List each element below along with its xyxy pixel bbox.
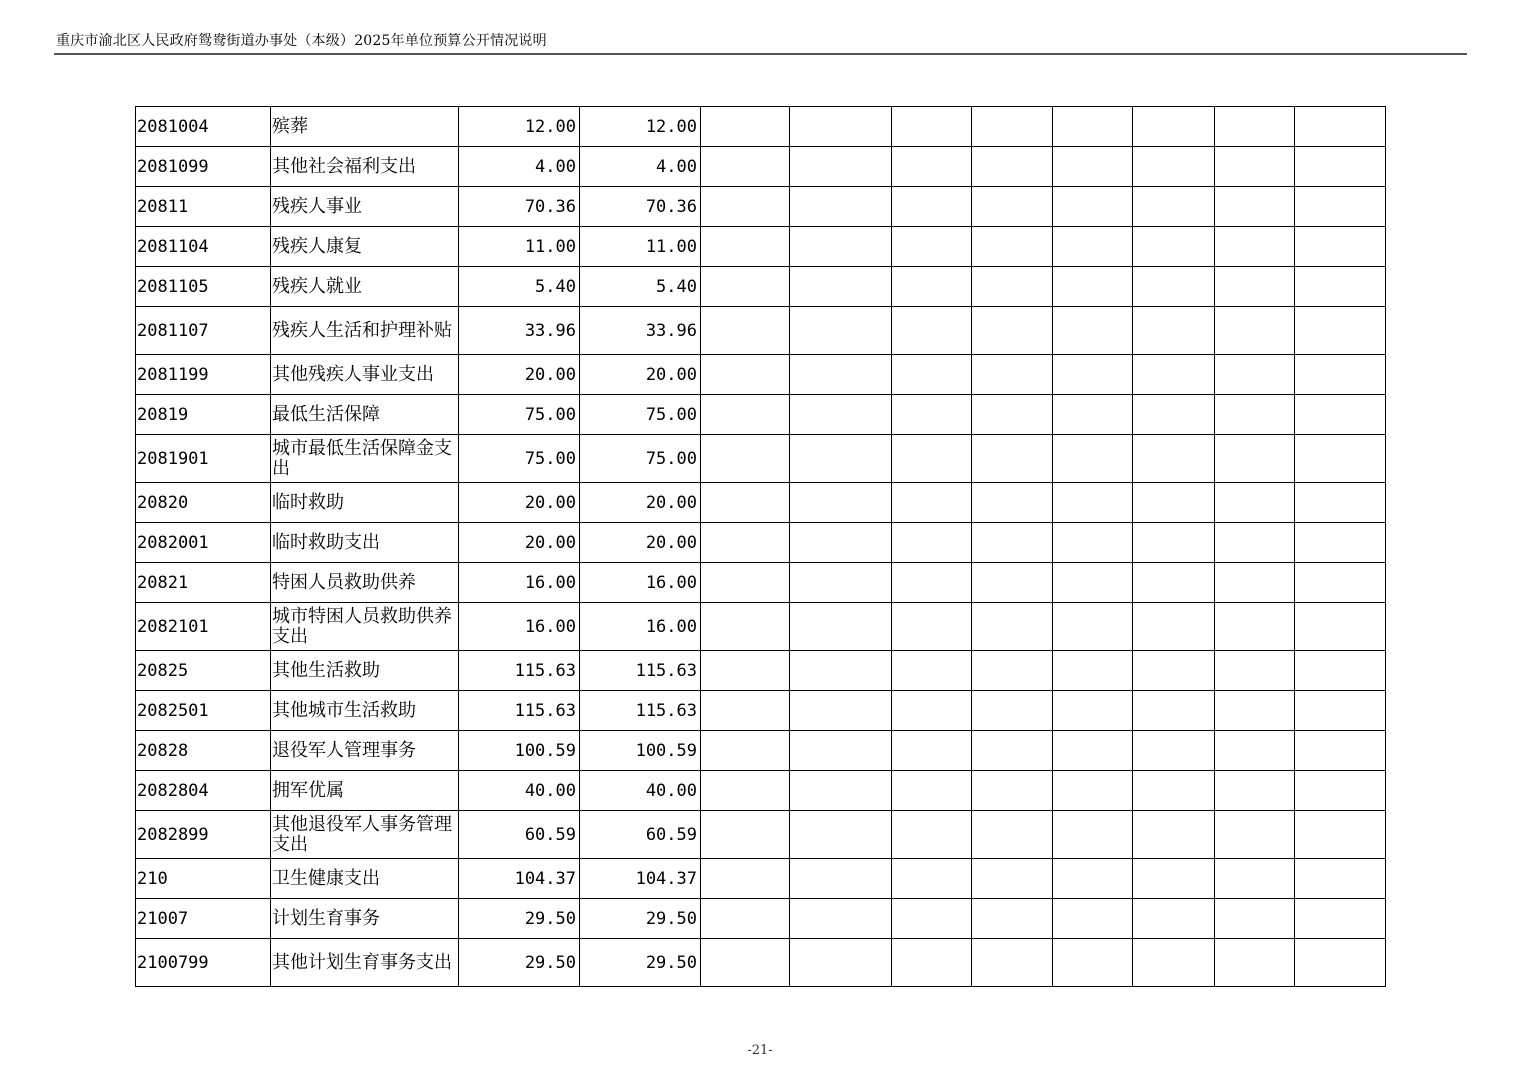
empty-cell	[1053, 355, 1133, 395]
row-name-cell: 残疾人康复	[271, 227, 459, 267]
empty-cell	[972, 523, 1053, 563]
empty-cell	[1215, 811, 1295, 859]
empty-cell	[892, 603, 972, 651]
empty-cell	[1133, 771, 1215, 811]
empty-cell	[790, 355, 892, 395]
row-code-cell: 2082001	[136, 523, 271, 563]
empty-cell	[1133, 483, 1215, 523]
empty-cell	[790, 187, 892, 227]
row-amount-total-cell: 115.63	[459, 651, 580, 691]
empty-cell	[892, 523, 972, 563]
empty-cell	[701, 899, 790, 939]
row-code-cell: 2082899	[136, 811, 271, 859]
empty-cell	[892, 731, 972, 771]
row-amount-basic-cell: 5.40	[580, 267, 701, 307]
empty-cell	[1295, 771, 1386, 811]
empty-cell	[972, 563, 1053, 603]
table-row	[136, 563, 1386, 603]
row-amount-basic-cell: 104.37	[580, 859, 701, 899]
row-amount-total-cell: 11.00	[459, 227, 580, 267]
budget-table	[135, 106, 1386, 987]
row-name-cell: 拥军优属	[271, 771, 459, 811]
empty-cell	[790, 771, 892, 811]
empty-cell	[790, 523, 892, 563]
empty-cell	[972, 187, 1053, 227]
row-code-cell: 20821	[136, 563, 271, 603]
row-amount-basic-cell: 29.50	[580, 939, 701, 987]
empty-cell	[790, 811, 892, 859]
row-code-cell: 20828	[136, 731, 271, 771]
empty-cell	[972, 691, 1053, 731]
empty-cell	[701, 859, 790, 899]
row-code-cell: 2082804	[136, 771, 271, 811]
empty-cell	[1215, 899, 1295, 939]
row-amount-total-cell: 70.36	[459, 187, 580, 227]
empty-cell	[790, 563, 892, 603]
empty-cell	[1053, 859, 1133, 899]
empty-cell	[701, 811, 790, 859]
row-name-cell: 城市特困人员救助供养支出	[271, 603, 459, 651]
empty-cell	[972, 307, 1053, 355]
empty-cell	[972, 355, 1053, 395]
row-code-cell: 2081199	[136, 355, 271, 395]
empty-cell	[892, 859, 972, 899]
budget-table-body	[136, 107, 1386, 987]
row-amount-total-cell: 115.63	[459, 691, 580, 731]
empty-cell	[892, 187, 972, 227]
row-amount-basic-cell: 100.59	[580, 731, 701, 771]
empty-cell	[701, 355, 790, 395]
row-code-cell: 20825	[136, 651, 271, 691]
empty-cell	[701, 483, 790, 523]
empty-cell	[1295, 603, 1386, 651]
empty-cell	[701, 523, 790, 563]
table-row	[136, 395, 1386, 435]
empty-cell	[1133, 307, 1215, 355]
table-row	[136, 603, 1386, 651]
empty-cell	[972, 267, 1053, 307]
empty-cell	[1215, 307, 1295, 355]
row-name-cell: 其他计划生育事务支出	[271, 939, 459, 987]
empty-cell	[1295, 267, 1386, 307]
empty-cell	[1133, 731, 1215, 771]
empty-cell	[892, 563, 972, 603]
empty-cell	[1215, 187, 1295, 227]
empty-cell	[892, 651, 972, 691]
empty-cell	[1053, 435, 1133, 483]
empty-cell	[1133, 187, 1215, 227]
empty-cell	[972, 731, 1053, 771]
row-code-cell: 20811	[136, 187, 271, 227]
row-name-cell: 其他生活救助	[271, 651, 459, 691]
document-header-title: 重庆市渝北区人民政府鸳鸯街道办事处（本级）2025年单位预算公开情况说明	[56, 33, 547, 49]
header-divider	[54, 53, 1467, 55]
row-code-cell: 2100799	[136, 939, 271, 987]
row-amount-total-cell: 5.40	[459, 267, 580, 307]
table-row	[136, 523, 1386, 563]
row-code-cell: 2082501	[136, 691, 271, 731]
empty-cell	[1215, 651, 1295, 691]
empty-cell	[1133, 147, 1215, 187]
row-amount-basic-cell: 115.63	[580, 691, 701, 731]
empty-cell	[790, 107, 892, 147]
empty-cell	[892, 811, 972, 859]
table-row	[136, 267, 1386, 307]
table-row	[136, 731, 1386, 771]
empty-cell	[972, 147, 1053, 187]
empty-cell	[1215, 939, 1295, 987]
empty-cell	[892, 939, 972, 987]
empty-cell	[701, 147, 790, 187]
empty-cell	[701, 651, 790, 691]
row-amount-total-cell: 12.00	[459, 107, 580, 147]
row-name-cell: 退役军人管理事务	[271, 731, 459, 771]
empty-cell	[1133, 899, 1215, 939]
empty-cell	[972, 859, 1053, 899]
empty-cell	[972, 899, 1053, 939]
row-name-cell: 城市最低生活保障金支出	[271, 435, 459, 483]
empty-cell	[701, 395, 790, 435]
row-name-cell: 殡葬	[271, 107, 459, 147]
empty-cell	[1295, 563, 1386, 603]
empty-cell	[1295, 691, 1386, 731]
table-row	[136, 147, 1386, 187]
row-amount-basic-cell: 20.00	[580, 483, 701, 523]
row-code-cell: 2082101	[136, 603, 271, 651]
row-code-cell: 2081099	[136, 147, 271, 187]
row-code-cell: 20819	[136, 395, 271, 435]
row-amount-basic-cell: 11.00	[580, 227, 701, 267]
empty-cell	[1053, 395, 1133, 435]
empty-cell	[972, 603, 1053, 651]
empty-cell	[1215, 227, 1295, 267]
empty-cell	[1053, 899, 1133, 939]
row-amount-total-cell: 60.59	[459, 811, 580, 859]
empty-cell	[1295, 483, 1386, 523]
row-amount-basic-cell: 40.00	[580, 771, 701, 811]
empty-cell	[1133, 435, 1215, 483]
row-amount-basic-cell: 12.00	[580, 107, 701, 147]
row-name-cell: 计划生育事务	[271, 899, 459, 939]
empty-cell	[701, 435, 790, 483]
table-row	[136, 435, 1386, 483]
empty-cell	[892, 483, 972, 523]
empty-cell	[1133, 227, 1215, 267]
row-amount-total-cell: 29.50	[459, 899, 580, 939]
row-amount-basic-cell: 16.00	[580, 563, 701, 603]
empty-cell	[1053, 771, 1133, 811]
empty-cell	[1295, 355, 1386, 395]
row-amount-basic-cell: 20.00	[580, 523, 701, 563]
empty-cell	[701, 563, 790, 603]
row-amount-basic-cell: 60.59	[580, 811, 701, 859]
row-name-cell: 特困人员救助供养	[271, 563, 459, 603]
empty-cell	[1215, 859, 1295, 899]
empty-cell	[972, 939, 1053, 987]
empty-cell	[1133, 691, 1215, 731]
empty-cell	[1133, 563, 1215, 603]
empty-cell	[1133, 939, 1215, 987]
empty-cell	[892, 771, 972, 811]
empty-cell	[1215, 523, 1295, 563]
empty-cell	[892, 395, 972, 435]
empty-cell	[1215, 435, 1295, 483]
empty-cell	[1053, 307, 1133, 355]
empty-cell	[701, 227, 790, 267]
empty-cell	[892, 435, 972, 483]
empty-cell	[1215, 731, 1295, 771]
row-amount-total-cell: 40.00	[459, 771, 580, 811]
row-amount-total-cell: 20.00	[459, 483, 580, 523]
empty-cell	[892, 307, 972, 355]
empty-cell	[972, 395, 1053, 435]
row-amount-basic-cell: 115.63	[580, 651, 701, 691]
empty-cell	[1133, 355, 1215, 395]
empty-cell	[1295, 651, 1386, 691]
empty-cell	[790, 859, 892, 899]
row-amount-total-cell: 75.00	[459, 395, 580, 435]
row-amount-total-cell: 16.00	[459, 563, 580, 603]
empty-cell	[972, 107, 1053, 147]
empty-cell	[790, 227, 892, 267]
empty-cell	[1215, 563, 1295, 603]
empty-cell	[1133, 651, 1215, 691]
row-amount-total-cell: 20.00	[459, 355, 580, 395]
empty-cell	[892, 227, 972, 267]
empty-cell	[1053, 227, 1133, 267]
empty-cell	[790, 483, 892, 523]
empty-cell	[790, 731, 892, 771]
empty-cell	[1215, 107, 1295, 147]
empty-cell	[701, 267, 790, 307]
empty-cell	[701, 731, 790, 771]
empty-cell	[701, 691, 790, 731]
empty-cell	[1053, 939, 1133, 987]
empty-cell	[1215, 483, 1295, 523]
row-name-cell: 临时救助	[271, 483, 459, 523]
empty-cell	[1215, 691, 1295, 731]
empty-cell	[892, 267, 972, 307]
empty-cell	[1053, 187, 1133, 227]
empty-cell	[1133, 523, 1215, 563]
table-row	[136, 771, 1386, 811]
empty-cell	[1053, 811, 1133, 859]
row-amount-total-cell: 33.96	[459, 307, 580, 355]
empty-cell	[972, 435, 1053, 483]
row-code-cell: 21007	[136, 899, 271, 939]
row-name-cell: 残疾人事业	[271, 187, 459, 227]
table-row	[136, 307, 1386, 355]
empty-cell	[701, 307, 790, 355]
row-amount-total-cell: 20.00	[459, 523, 580, 563]
row-amount-basic-cell: 70.36	[580, 187, 701, 227]
empty-cell	[1295, 523, 1386, 563]
empty-cell	[790, 691, 892, 731]
row-code-cell: 20820	[136, 483, 271, 523]
empty-cell	[1053, 147, 1133, 187]
empty-cell	[1215, 395, 1295, 435]
row-amount-total-cell: 75.00	[459, 435, 580, 483]
empty-cell	[790, 651, 892, 691]
empty-cell	[1053, 523, 1133, 563]
row-amount-total-cell: 100.59	[459, 731, 580, 771]
empty-cell	[972, 483, 1053, 523]
row-amount-basic-cell: 16.00	[580, 603, 701, 651]
empty-cell	[892, 107, 972, 147]
empty-cell	[1295, 859, 1386, 899]
empty-cell	[1215, 603, 1295, 651]
empty-cell	[1295, 811, 1386, 859]
table-row	[136, 483, 1386, 523]
empty-cell	[1133, 395, 1215, 435]
row-name-cell: 其他退役军人事务管理支出	[271, 811, 459, 859]
empty-cell	[790, 435, 892, 483]
empty-cell	[1133, 107, 1215, 147]
table-row	[136, 859, 1386, 899]
empty-cell	[1133, 811, 1215, 859]
row-code-cell: 2081107	[136, 307, 271, 355]
row-amount-basic-cell: 75.00	[580, 395, 701, 435]
row-amount-basic-cell: 33.96	[580, 307, 701, 355]
row-name-cell: 其他社会福利支出	[271, 147, 459, 187]
row-code-cell: 2081105	[136, 267, 271, 307]
empty-cell	[972, 651, 1053, 691]
empty-cell	[701, 107, 790, 147]
empty-cell	[1295, 939, 1386, 987]
empty-cell	[1295, 107, 1386, 147]
empty-cell	[1295, 731, 1386, 771]
empty-cell	[1053, 731, 1133, 771]
empty-cell	[1215, 771, 1295, 811]
empty-cell	[1133, 603, 1215, 651]
empty-cell	[1295, 899, 1386, 939]
row-amount-basic-cell: 29.50	[580, 899, 701, 939]
empty-cell	[790, 395, 892, 435]
row-code-cell: 2081901	[136, 435, 271, 483]
row-code-cell: 2081104	[136, 227, 271, 267]
table-row	[136, 227, 1386, 267]
row-name-cell: 残疾人生活和护理补贴	[271, 307, 459, 355]
table-row	[136, 691, 1386, 731]
empty-cell	[1295, 147, 1386, 187]
empty-cell	[790, 939, 892, 987]
row-name-cell: 其他城市生活救助	[271, 691, 459, 731]
row-amount-basic-cell: 4.00	[580, 147, 701, 187]
row-code-cell: 2081004	[136, 107, 271, 147]
empty-cell	[790, 147, 892, 187]
row-amount-total-cell: 104.37	[459, 859, 580, 899]
empty-cell	[1215, 355, 1295, 395]
empty-cell	[701, 771, 790, 811]
empty-cell	[972, 771, 1053, 811]
empty-cell	[892, 691, 972, 731]
empty-cell	[892, 355, 972, 395]
empty-cell	[1295, 395, 1386, 435]
empty-cell	[1295, 435, 1386, 483]
row-amount-total-cell: 16.00	[459, 603, 580, 651]
row-amount-total-cell: 4.00	[459, 147, 580, 187]
empty-cell	[1053, 563, 1133, 603]
table-row	[136, 651, 1386, 691]
empty-cell	[1053, 267, 1133, 307]
empty-cell	[1295, 307, 1386, 355]
empty-cell	[701, 187, 790, 227]
empty-cell	[1053, 107, 1133, 147]
table-row	[136, 107, 1386, 147]
empty-cell	[1053, 651, 1133, 691]
empty-cell	[892, 147, 972, 187]
empty-cell	[892, 899, 972, 939]
table-row	[136, 811, 1386, 859]
empty-cell	[1053, 483, 1133, 523]
empty-cell	[790, 603, 892, 651]
row-name-cell: 其他残疾人事业支出	[271, 355, 459, 395]
table-row	[136, 899, 1386, 939]
empty-cell	[1295, 187, 1386, 227]
table-row	[136, 187, 1386, 227]
table-row	[136, 939, 1386, 987]
row-name-cell: 最低生活保障	[271, 395, 459, 435]
empty-cell	[1133, 267, 1215, 307]
table-row	[136, 355, 1386, 395]
empty-cell	[1133, 859, 1215, 899]
row-name-cell: 残疾人就业	[271, 267, 459, 307]
page-number: -21-	[747, 1043, 773, 1058]
row-amount-basic-cell: 75.00	[580, 435, 701, 483]
row-name-cell: 临时救助支出	[271, 523, 459, 563]
empty-cell	[1215, 147, 1295, 187]
row-amount-basic-cell: 20.00	[580, 355, 701, 395]
empty-cell	[790, 899, 892, 939]
row-amount-total-cell: 29.50	[459, 939, 580, 987]
empty-cell	[972, 811, 1053, 859]
empty-cell	[790, 267, 892, 307]
empty-cell	[701, 939, 790, 987]
row-code-cell: 210	[136, 859, 271, 899]
empty-cell	[701, 603, 790, 651]
row-name-cell: 卫生健康支出	[271, 859, 459, 899]
empty-cell	[1053, 603, 1133, 651]
empty-cell	[1215, 267, 1295, 307]
empty-cell	[1295, 227, 1386, 267]
empty-cell	[790, 307, 892, 355]
empty-cell	[1053, 691, 1133, 731]
empty-cell	[972, 227, 1053, 267]
